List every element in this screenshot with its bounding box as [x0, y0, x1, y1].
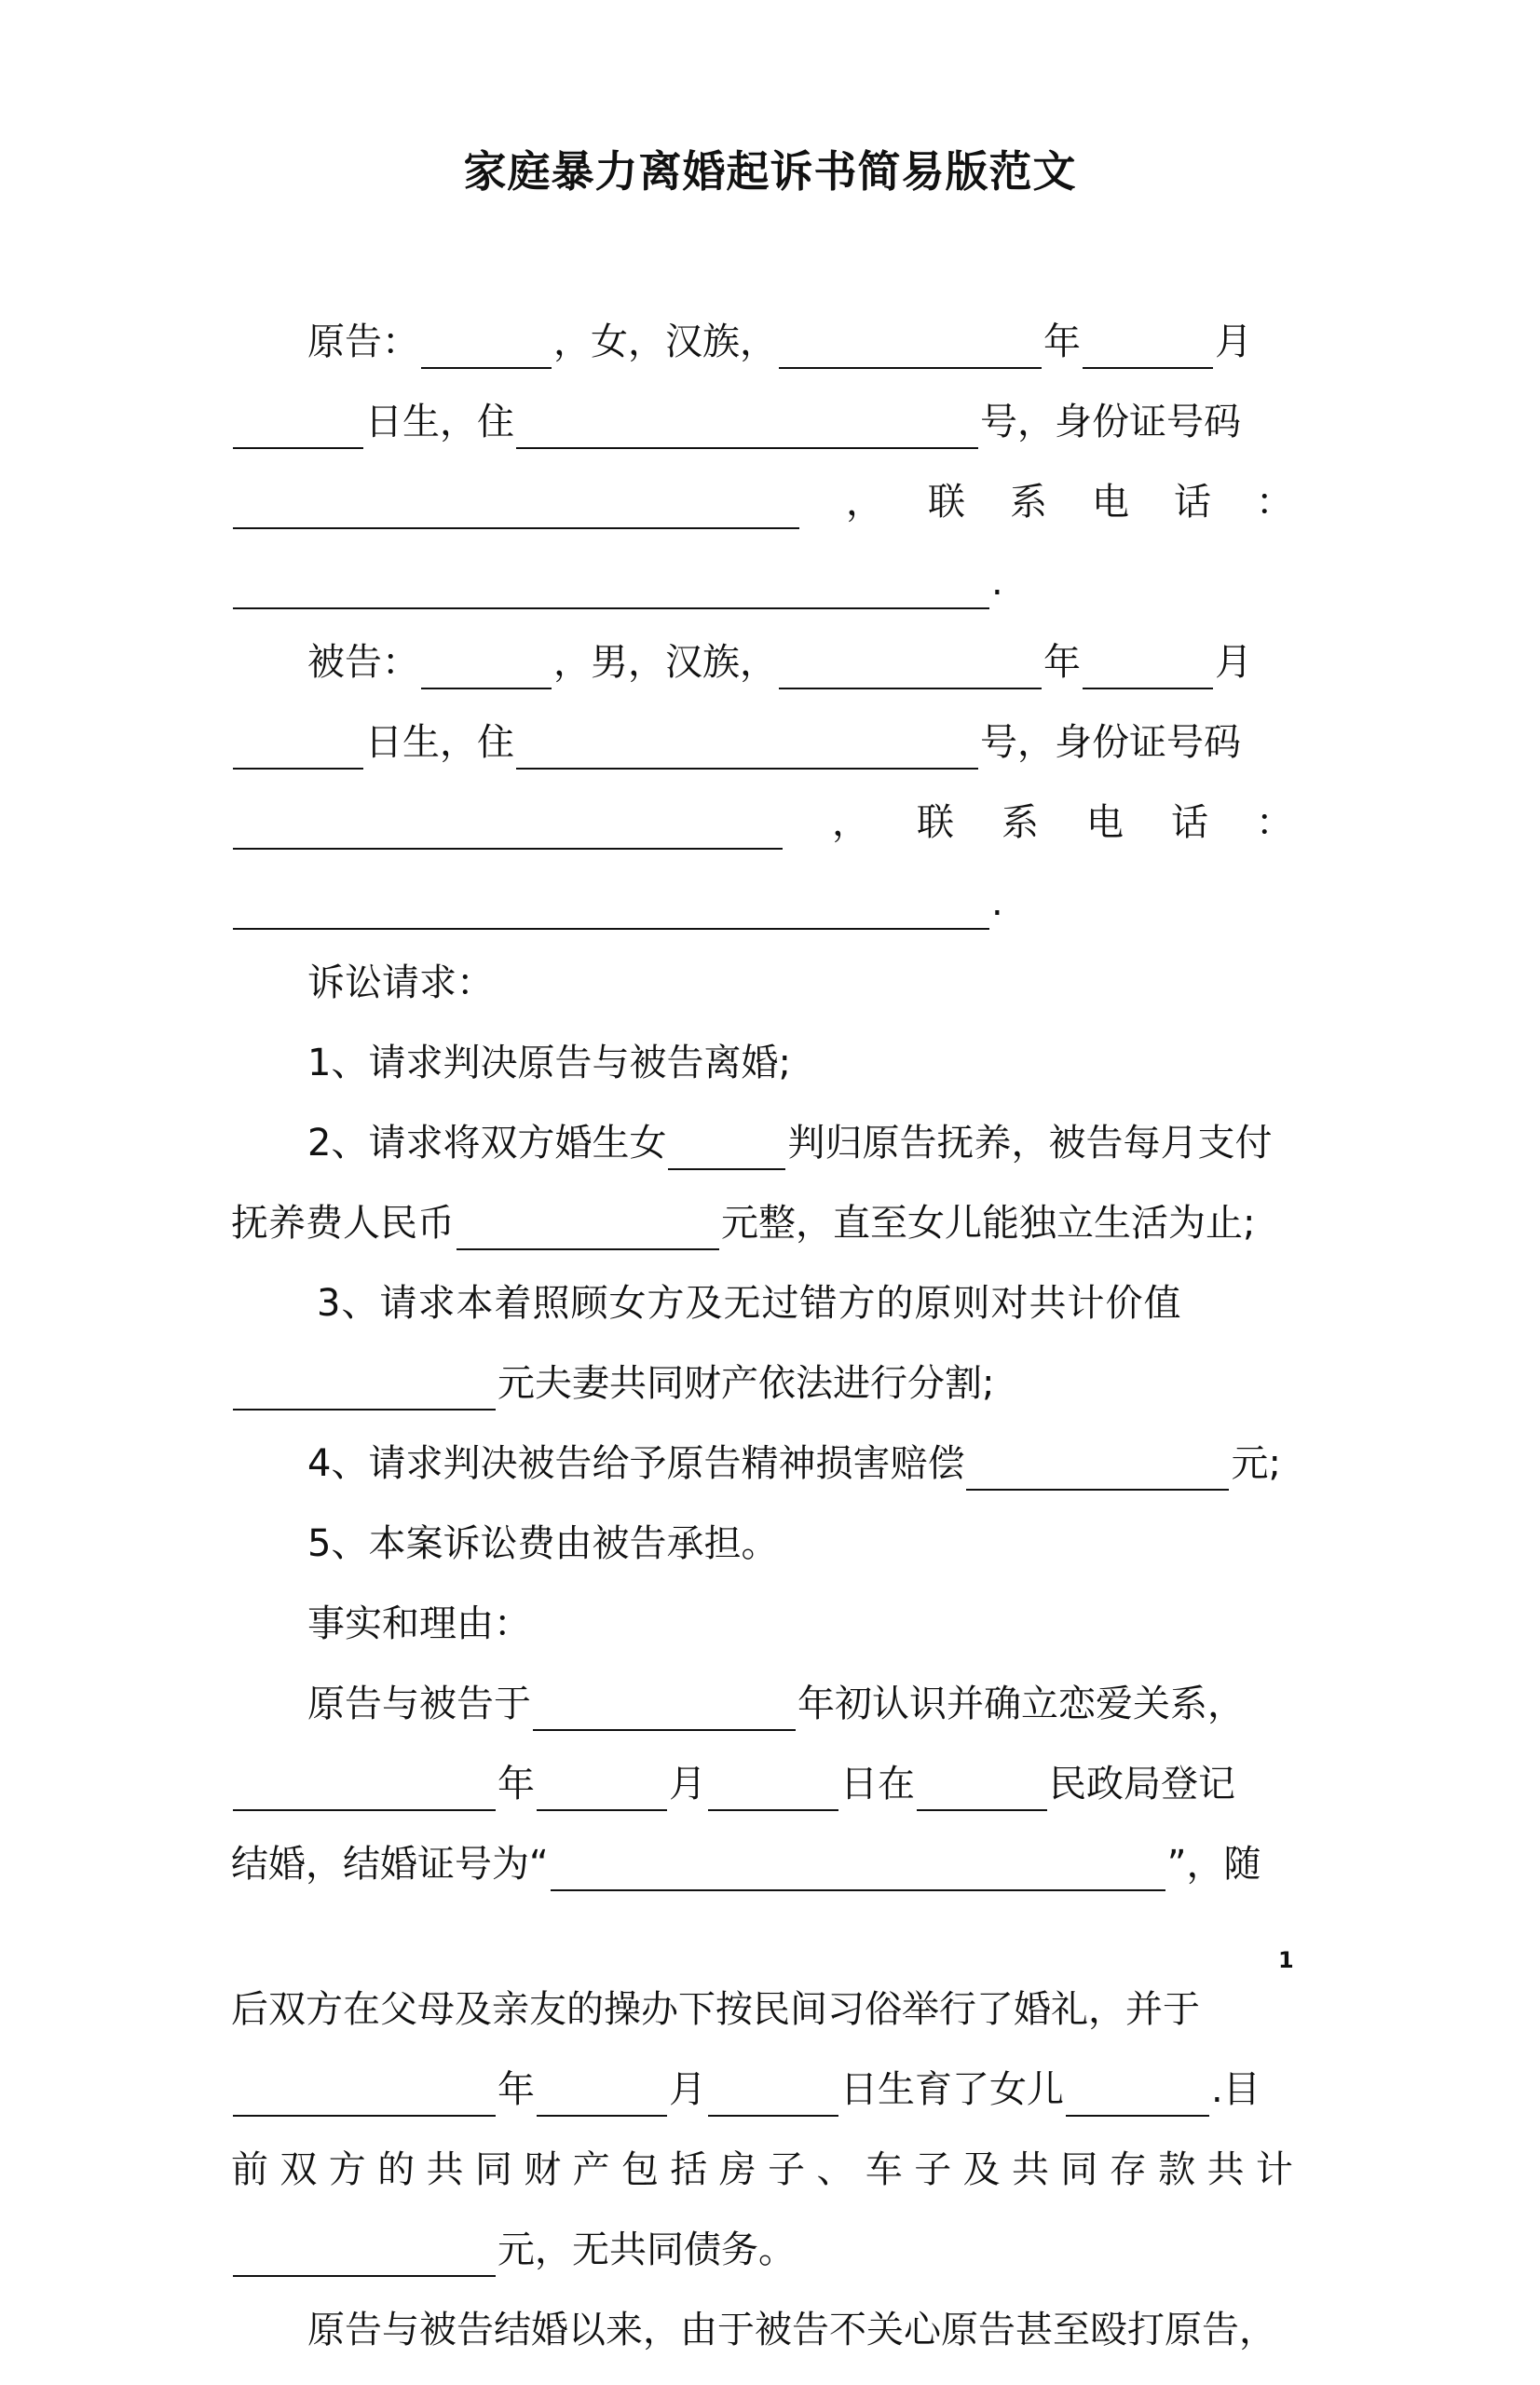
defendant-line-3	[231, 775, 1293, 855]
facts-text-2-end: 民政局登记	[1049, 1763, 1235, 1806]
text-char: 括	[670, 2148, 708, 2191]
claim-4	[307, 1416, 1293, 1496]
certificate-number-blank	[551, 1852, 1165, 1891]
marriage-month-text: 月	[669, 1763, 706, 1806]
page-number: 1	[1278, 1947, 1294, 1973]
marriage-day-text: 日在	[840, 1763, 915, 1806]
defendant-id-blank	[233, 811, 783, 850]
defendant-id-text: 号，身份证号码	[980, 721, 1241, 764]
defendant-year-blank	[779, 650, 1042, 689]
facts-text-1b: 年初认识并确立恋爱关系，	[797, 1683, 1245, 1725]
document-title: 家庭暴力离婚起诉书简易版范文	[463, 146, 1077, 197]
savings-amount-blank	[233, 2238, 496, 2277]
text-char: 及	[962, 2148, 1001, 2191]
daughter-name-blank	[668, 1131, 785, 1170]
phone-char: 系	[1002, 801, 1039, 844]
plaintiff-id-text: 号，身份证号码	[980, 401, 1241, 443]
text-char: 同	[1060, 2148, 1098, 2191]
text-char: 共	[1206, 2148, 1245, 2191]
facts-line-5	[231, 2042, 1293, 2122]
phone-char: 电	[1086, 801, 1124, 844]
plaintiff-sex-text: ，女，汉族，	[553, 320, 777, 363]
damages-amount-blank	[966, 1451, 1229, 1491]
text-char: 共	[426, 2148, 464, 2191]
claim-3-line-2	[231, 1336, 1293, 1416]
text-char: 计	[1255, 2148, 1293, 2191]
plaintiff-period: .	[991, 561, 1003, 604]
text-char: 产	[572, 2148, 610, 2191]
text-char: 、	[816, 2148, 854, 2191]
plaintiff-id-blank	[233, 490, 799, 529]
claim-2-text-b: 判归原告抚养，被告每月支付	[787, 1122, 1273, 1165]
property-value-blank	[233, 1371, 496, 1411]
plaintiff-address-blank	[516, 410, 978, 449]
plaintiff-line-3	[231, 455, 1293, 535]
text-char: 同	[474, 2148, 512, 2191]
defendant-month-text: 月	[1215, 641, 1252, 684]
facts-text-3a: 结婚，结婚证号为“	[231, 1843, 549, 1886]
text-char: 房	[718, 2148, 756, 2191]
meet-year-blank	[533, 1692, 796, 1731]
text-char: 方	[328, 2148, 366, 2191]
plaintiff-label: 原告：	[307, 320, 419, 363]
facts-line-2	[231, 1737, 1293, 1817]
claim-2-text-c: 抚养费人民币	[231, 1202, 455, 1245]
text-char: 款	[1158, 2148, 1196, 2191]
civil-bureau-blank	[917, 1772, 1047, 1811]
plaintiff-born-text: 日生，住	[365, 401, 514, 443]
facts-heading	[307, 1576, 1293, 1656]
claim-3-text-b: 元夫妻共同财产依法进行分割;	[497, 1362, 995, 1405]
claim-3-text-a: 3、请求本着照顾女方及无过错方的原则对共计价值	[317, 1282, 1182, 1325]
text-char: 财	[524, 2148, 562, 2191]
plaintiff-phone-blank	[233, 570, 989, 609]
phone-char: 系	[1010, 481, 1047, 524]
phone-char: ，	[832, 801, 869, 844]
facts-line-7	[231, 2202, 1293, 2283]
claim-2-text-a: 2、请求将双方婚生女	[307, 1122, 667, 1165]
plaintiff-line-4	[231, 535, 1293, 615]
birth-day-blank	[708, 2078, 838, 2117]
marriage-year-text: 年	[497, 1763, 535, 1806]
phone-char: 联	[928, 481, 965, 524]
facts-line-8	[307, 2283, 1293, 2363]
text-char: 子	[914, 2148, 952, 2191]
text-char: 双	[279, 2148, 318, 2191]
birth-month-blank	[537, 2078, 667, 2117]
claim-5	[307, 1496, 1293, 1576]
defendant-born-text: 日生，住	[365, 721, 514, 764]
text-char: 包	[621, 2148, 659, 2191]
defendant-day-blank	[233, 730, 363, 770]
claims-heading	[307, 935, 1293, 1015]
defendant-sex-text: ，男，汉族，	[553, 641, 777, 684]
marriage-day-blank	[708, 1772, 838, 1811]
claim-2-line-2	[231, 1176, 1293, 1256]
plaintiff-month-text: 月	[1215, 320, 1252, 363]
phone-char: 话	[1171, 801, 1208, 844]
defendant-line-4	[231, 855, 1293, 935]
claim-1	[307, 1015, 1293, 1096]
support-amount-blank	[457, 1211, 719, 1250]
phone-char: ：	[1256, 481, 1293, 524]
daughter-name-blank-2	[1066, 2078, 1209, 2117]
facts-text-5-end: .目	[1211, 2068, 1261, 2111]
plaintiff-line-1	[307, 294, 1293, 375]
facts-line-3	[231, 1817, 1293, 1897]
phone-char: 话	[1174, 481, 1211, 524]
defendant-year-text: 年	[1043, 641, 1081, 684]
claim-2-line-1	[307, 1096, 1293, 1176]
phone-char: ：	[1256, 801, 1293, 844]
defendant-phone-blank	[233, 891, 989, 930]
text-char: 前	[231, 2148, 268, 2191]
defendant-line-2	[231, 695, 1293, 775]
marriage-month-blank	[537, 1772, 667, 1811]
text-char: 车	[865, 2148, 903, 2191]
text-char: 子	[768, 2148, 806, 2191]
birth-year-blank	[233, 2078, 496, 2117]
birth-month-text: 月	[669, 2068, 706, 2111]
birth-day-text: 日生育了女儿	[840, 2068, 1064, 2111]
facts-text-4: 后双方在父母及亲友的操办下按民间习俗举行了婚礼，并于	[231, 1988, 1200, 2031]
facts-heading-text: 事实和理由：	[307, 1602, 531, 1645]
defendant-month-blank	[1083, 650, 1213, 689]
defendant-name-blank	[421, 650, 552, 689]
marriage-year-blank	[233, 1772, 496, 1811]
facts-text-7: 元，无共同债务。	[497, 2228, 796, 2271]
claims-heading-text: 诉讼请求：	[307, 961, 494, 1004]
defendant-address-blank	[516, 730, 978, 770]
facts-line-1	[307, 1656, 1293, 1737]
plaintiff-month-blank	[1083, 330, 1213, 369]
phone-char: 联	[917, 801, 954, 844]
plaintiff-day-blank	[233, 410, 363, 449]
facts-line-4	[231, 1962, 1293, 2042]
plaintiff-year-blank	[779, 330, 1042, 369]
claim-3-line-1	[317, 1256, 1302, 1336]
text-char: 的	[377, 2148, 416, 2191]
phone-char: ，	[846, 481, 883, 524]
plaintiff-year-text: 年	[1043, 320, 1081, 363]
facts-text-8: 原告与被告结婚以来，由于被告不关心原告甚至殴打原告，	[307, 2309, 1276, 2351]
defendant-period: .	[991, 881, 1003, 924]
claim-4-text-a: 4、请求判决被告给予原告精神损害赔偿	[307, 1442, 965, 1485]
plaintiff-line-2	[231, 375, 1293, 455]
text-char: 存	[1109, 2148, 1147, 2191]
claim-2-text-d: 元整，直至女儿能独立生活为止;	[721, 1202, 1256, 1245]
facts-text-3b: ”，随	[1166, 1843, 1261, 1886]
plaintiff-name-blank	[421, 330, 552, 369]
claim-1-text: 1、请求判决原告与被告离婚;	[307, 1042, 791, 1084]
claim-4-text-b: 元;	[1231, 1442, 1281, 1485]
defendant-label: 被告：	[307, 641, 419, 684]
claim-5-text: 5、本案诉讼费由被告承担。	[307, 1522, 779, 1565]
phone-char: 电	[1092, 481, 1129, 524]
text-char: 共	[1012, 2148, 1049, 2191]
defendant-line-1	[307, 615, 1293, 695]
birth-year-text: 年	[497, 2068, 535, 2111]
facts-line-6	[231, 2122, 1293, 2202]
facts-text-1a: 原告与被告于	[307, 1683, 531, 1725]
